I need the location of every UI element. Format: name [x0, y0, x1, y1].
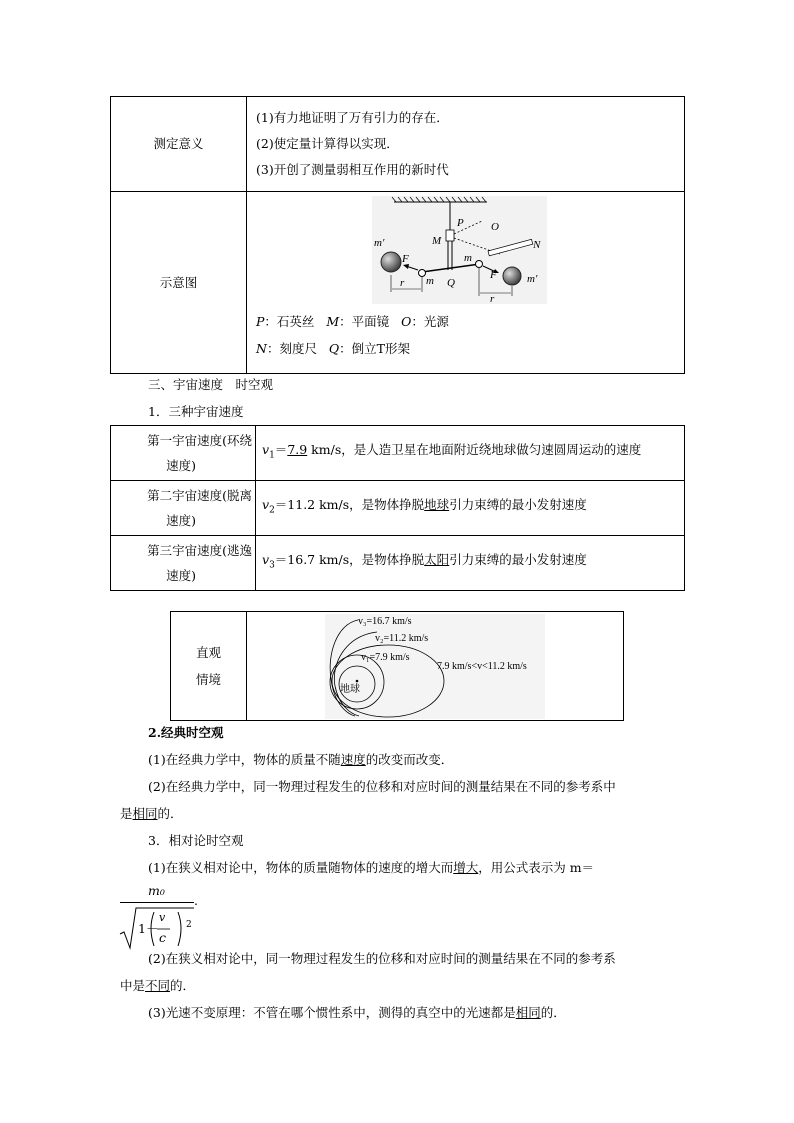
subsection-title-3: 3．相对论时空观 [148, 833, 244, 848]
mirror [446, 230, 454, 241]
relativity-1: (1)在狭义相对论中，物体的质量随物体的速度的增大而增大，用公式表示为 m＝ [148, 860, 595, 875]
subsection-title-2: 2.经典时空观 [148, 725, 224, 740]
label-r-right: r [490, 293, 495, 304]
intuitive-label: 直观 情境 [171, 612, 247, 721]
large-ball-left [381, 252, 401, 272]
label-M: M [432, 235, 442, 247]
speed-desc-1: $v_1=7.9$ km/s，是人造卫星在地面附近绕地球做匀速圆周运动的速度 [256, 426, 685, 481]
formula-v: v [159, 911, 166, 924]
label-P: P [457, 217, 464, 229]
label-Q: Q [447, 277, 455, 289]
mass-formula [118, 880, 198, 950]
speed-name-3: 第三宇宙速度(逃逸 速度) [111, 536, 256, 591]
significance-line-3: (3)开创了测量弱相互作用的新时代 [256, 162, 449, 177]
label-m-prime-right: m′ [527, 273, 538, 285]
table-row [111, 536, 685, 591]
relativity-2-line2: 中是不同的． [120, 978, 196, 993]
large-ball-right [503, 267, 521, 285]
v3-label: v₃=16.7 km/s [358, 616, 412, 627]
v1-label: v₁=7.9 km/s [361, 652, 410, 663]
v2-label: v₂=11.2 km/s [375, 633, 429, 644]
speed-name-2: 第二宇宙速度(脱离 速度) [111, 481, 256, 536]
fraction-bar [120, 902, 194, 903]
classical-2-line2: 是相同的． [120, 806, 183, 821]
relativity-3: (3)光速不变原理：不管在哪个惯性系中，测得的真空中的光速都是相同的． [148, 1005, 566, 1020]
significance-line-2: (2)使定量计算得以实现． [256, 136, 399, 151]
section-title: 三、宇宙速度 时空观 [148, 377, 274, 392]
relativity-2-line1: (2)在狭义相对论中，同一物理过程发生的位移和对应时间的测量结果在不同的参考系 [148, 951, 616, 966]
classical-2-line1: (2)在经典力学中，同一物理过程发生的位移和对应时间的测量结果在不同的参考系中 [148, 779, 616, 794]
label-m-right: m [464, 252, 472, 264]
cosmic-speed-table [110, 425, 685, 591]
speed-desc-3: $v_3=16.7$ km/s，是物体挣脱太阳引力束缚的最小发射速度 [256, 536, 685, 591]
formula-c: c [159, 930, 167, 945]
significance-line-1: (1)有力地证明了万有引力的存在． [256, 110, 449, 125]
formula-one-minus: 1－ [138, 921, 159, 936]
formula-numerator: m₀ [148, 883, 165, 898]
legend-line-2: N：刻度尺 Q：倒立T形架 [256, 341, 410, 356]
formula-exponent: 2 [186, 920, 192, 930]
legend-line-1: P：石英丝 M：平面镜 O：光源 [256, 314, 449, 329]
table-row [111, 426, 685, 481]
orbit-diagram-cell [247, 612, 624, 721]
label-F-left: F [402, 253, 409, 265]
label-N: N [533, 239, 541, 251]
label-F-right: F [490, 269, 497, 281]
label-m-prime-left: m′ [374, 237, 385, 249]
diagram-cell [247, 192, 685, 374]
formula-period: . [194, 893, 198, 908]
classical-1: (1)在经典力学中，物体的质量不随速度的改变而改变． [148, 752, 454, 767]
speed-name-1: 第一宇宙速度(环绕 速度) [111, 426, 256, 481]
significance-header: 测定意义 [111, 97, 247, 192]
speed-desc-2: $v_2=11.2$ km/s，是物体挣脱地球引力束缚的最小发射速度 [256, 481, 685, 536]
small-ball-right [476, 261, 483, 268]
range-label: 7.9 km/s<v<11.2 km/s [437, 661, 527, 672]
earth-label: 地球 [340, 684, 360, 695]
measurement-table [110, 96, 685, 374]
subsection-title-1: 1．三种宇宙速度 [148, 404, 244, 419]
orbit-diagram [325, 614, 545, 719]
diagram-header: 示意图 [111, 192, 247, 374]
significance-cell [247, 97, 685, 192]
small-ball-left [419, 270, 426, 277]
label-m-left: m [426, 275, 434, 287]
table-row [111, 481, 685, 536]
torsion-balance-diagram [372, 196, 547, 304]
label-r-left: r [400, 277, 405, 289]
intuitive-scene-table [170, 611, 624, 721]
label-O: O [491, 221, 499, 233]
